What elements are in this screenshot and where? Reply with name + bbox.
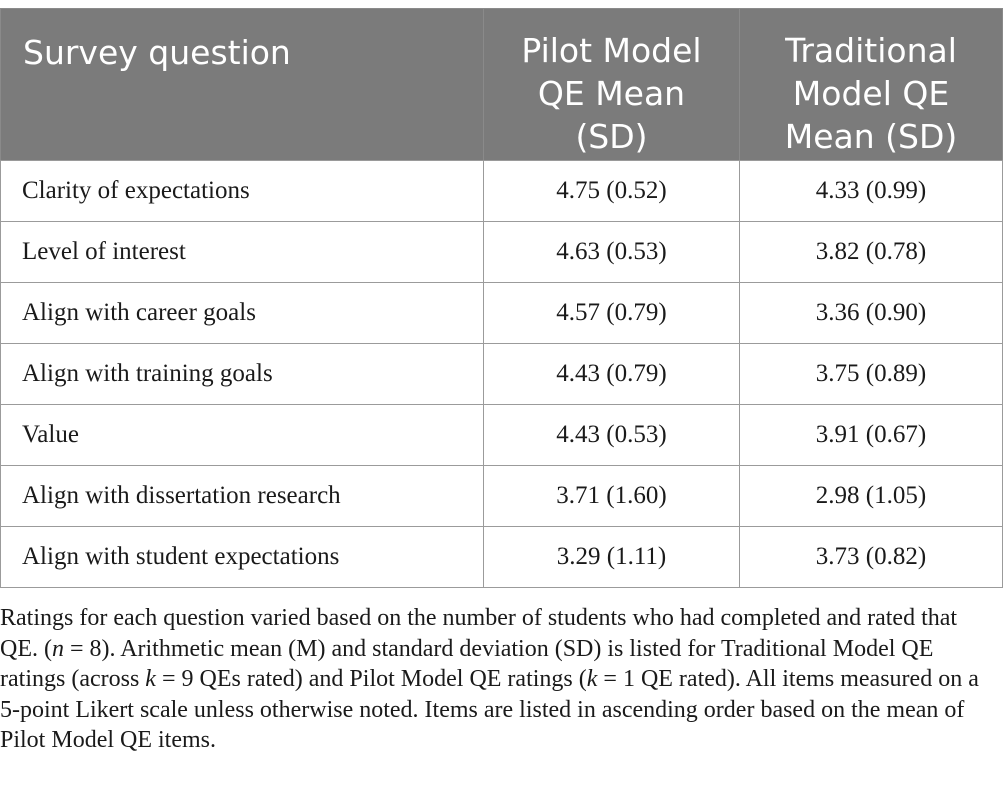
cell-traditional-value: 3.82 (0.78) bbox=[740, 222, 1003, 283]
cell-question: Clarity of expectations bbox=[1, 161, 484, 222]
cell-pilot-value: 3.71 (1.60) bbox=[484, 466, 740, 527]
footnote-text: Ratings for each question varied based on the number of students who had completed and rated that QE. ( bbox=[0, 605, 958, 662]
header-traditional-mean: Traditional Model QE Mean (SD) bbox=[740, 9, 1003, 161]
survey-table-container bbox=[0, 8, 1002, 588]
table-row bbox=[1, 466, 1003, 527]
cell-traditional-value: 3.91 (0.67) bbox=[740, 405, 1003, 466]
cell-traditional-value: 4.33 (0.99) bbox=[740, 161, 1003, 222]
cell-pilot-value: 4.75 (0.52) bbox=[484, 161, 740, 222]
header-row bbox=[1, 9, 1003, 161]
footnote-text: = 8). Arithmetic mean (M) and standard deviation (SD) is listed for Traditional Model QE ratings (across bbox=[0, 635, 934, 692]
footnote-k-variable: k bbox=[145, 666, 156, 692]
cell-question: Align with student expectations bbox=[1, 527, 484, 588]
cell-pilot-value: 3.29 (1.11) bbox=[484, 527, 740, 588]
cell-question: Align with dissertation research bbox=[1, 466, 484, 527]
footnote-n-variable: n bbox=[51, 635, 64, 662]
footnote-text: = 1 QE rated). All items measured on a 5-point Likert scale unless otherwise noted. Items are listed in ascending order based on the mean of Pilot Model QE items. bbox=[0, 666, 979, 753]
header-survey-question: Survey question bbox=[1, 9, 484, 161]
table-row bbox=[1, 283, 1003, 344]
cell-question: Align with career goals bbox=[1, 283, 484, 344]
cell-pilot-value: 4.43 (0.79) bbox=[484, 344, 740, 405]
survey-results-table bbox=[0, 8, 1003, 588]
cell-traditional-value: 2.98 (1.05) bbox=[740, 466, 1003, 527]
table-row bbox=[1, 161, 1003, 222]
table-body bbox=[1, 161, 1003, 588]
cell-pilot-value: 4.63 (0.53) bbox=[484, 222, 740, 283]
cell-pilot-value: 4.57 (0.79) bbox=[484, 283, 740, 344]
cell-traditional-value: 3.75 (0.89) bbox=[740, 344, 1003, 405]
cell-question: Align with training goals bbox=[1, 344, 484, 405]
footnote-text: = 9 QEs rated) and Pilot Model QE ratings ( bbox=[155, 666, 587, 692]
table-row bbox=[1, 405, 1003, 466]
cell-traditional-value: 3.36 (0.90) bbox=[740, 283, 1003, 344]
header-pilot-mean: Pilot Model QE Mean (SD) bbox=[484, 9, 740, 161]
table-footnote bbox=[0, 603, 1000, 756]
cell-traditional-value: 3.73 (0.82) bbox=[740, 527, 1003, 588]
cell-pilot-value: 4.43 (0.53) bbox=[484, 405, 740, 466]
table-row bbox=[1, 222, 1003, 283]
cell-question: Level of interest bbox=[1, 222, 484, 283]
table-header bbox=[1, 9, 1003, 161]
table-row bbox=[1, 527, 1003, 588]
table-row bbox=[1, 344, 1003, 405]
footnote-k-variable: k bbox=[586, 666, 598, 692]
cell-question: Value bbox=[1, 405, 484, 466]
